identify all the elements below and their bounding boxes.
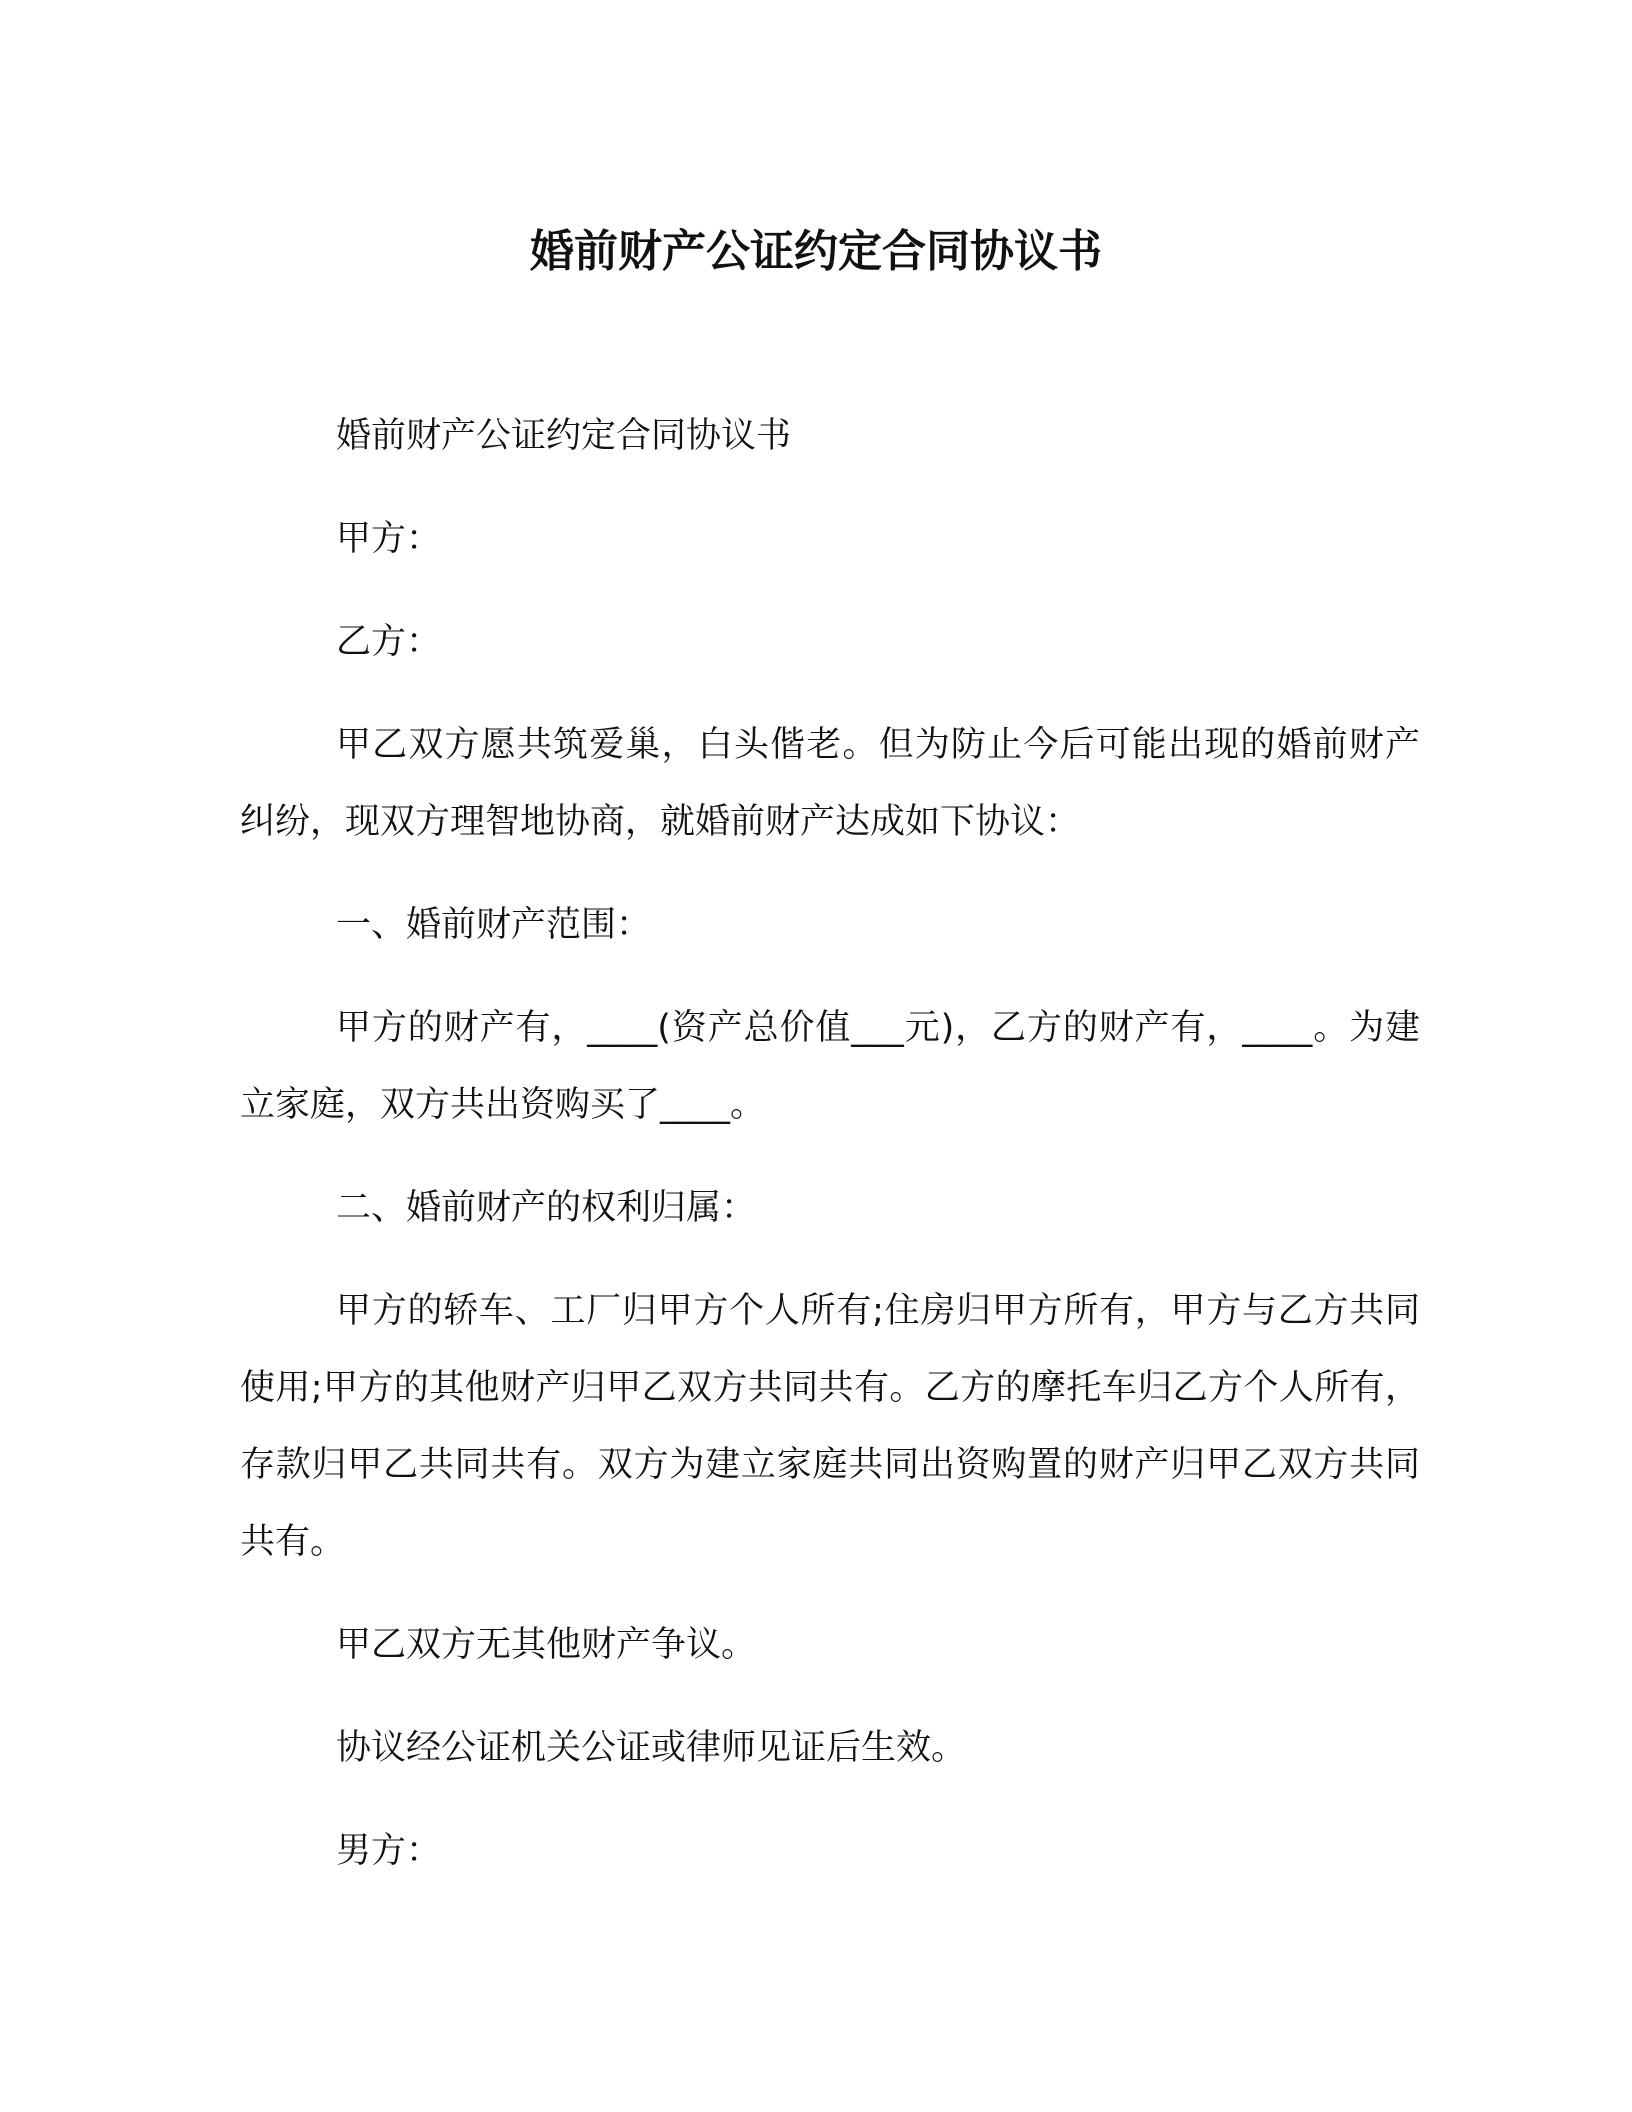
male-party-label: 男方： bbox=[336, 1831, 442, 1871]
party-a-label: 甲方： bbox=[336, 519, 442, 559]
no-dispute-paragraph: 甲乙双方无其他财产争议。 bbox=[336, 1625, 757, 1665]
effectiveness-paragraph: 协议经公证机关公证或律师见证后生效。 bbox=[336, 1728, 967, 1768]
ownership-paragraph: 甲方的轿车、工厂归甲方个人所有;住房归甲方所有，甲方与乙方共同使用;甲方的其他财产归甲乙双方共同共有。乙方的摩托车归乙方个人所有，存款归甲乙共同共有。双方为建立家庭共同出资购置的财产归甲乙双方共同共有。 bbox=[240, 1291, 1420, 1562]
document-title: 婚前财产公证约定合同协议书 bbox=[530, 226, 1102, 277]
party-b-label: 乙方： bbox=[336, 622, 442, 662]
preamble-paragraph: 甲乙双方愿共筑爱巢，白头偕老。但为防止今后可能出现的婚前财产纠纷，现双方理智地协商，就婚前财产达成如下协议： bbox=[240, 725, 1420, 842]
property-scope-paragraph: 甲方的财产有，____(资产总价值___元)，乙方的财产有，____。为建立家庭，双方共出资购买了____。 bbox=[240, 1008, 1420, 1125]
section-one-heading: 一、婚前财产范围： bbox=[336, 905, 652, 945]
subtitle-paragraph: 婚前财产公证约定合同协议书 bbox=[336, 416, 792, 456]
document-body bbox=[240, 398, 1420, 1916]
section-two-heading: 二、婚前财产的权利归属： bbox=[336, 1188, 757, 1228]
